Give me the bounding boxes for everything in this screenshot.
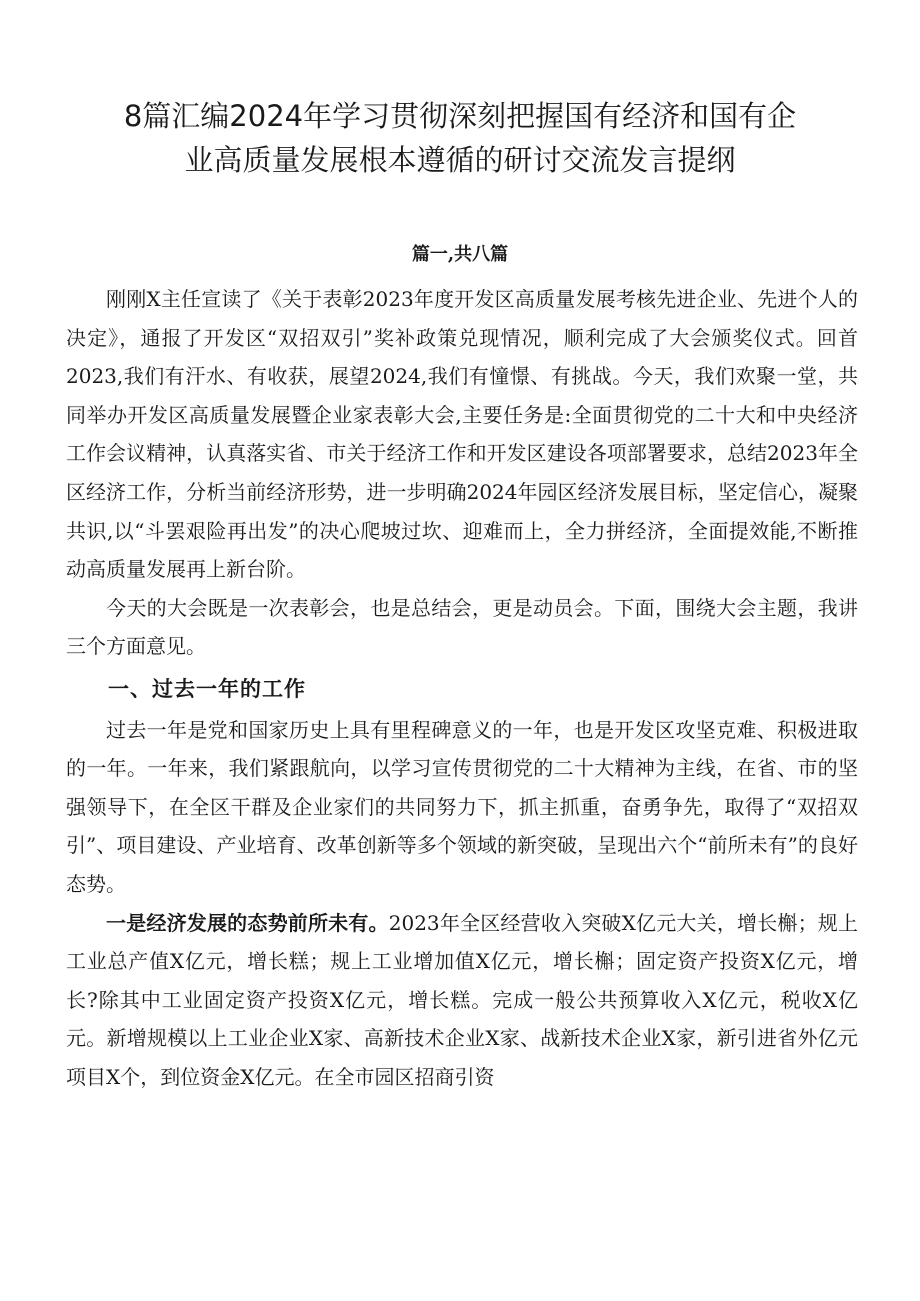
paragraph-4	[66, 904, 858, 1097]
paragraph-3: 过去一年是党和国家历史上具有里程碑意义的一年，也是开发区攻坚克难、积极进取的一年。一年来，我们紧跟航向，以学习宣传贯彻党的二十大精神为主线，在省、市的坚强领导下，在全区干群及企业家们的共同努力下，抓主抓重，奋勇争先，取得了“双招双引”、项目建设、产业培育、改革创新等多个领域的新突破，呈现出六个“前所未有”的良好态势。	[66, 717, 858, 896]
section-label: 篇一,共八篇	[411, 244, 509, 265]
paragraph-4-lead: 一是经济发展的态势前所未有。	[106, 910, 389, 935]
paragraph-1: 刚刚X主任宣读了《关于表彰2023年度开发区高质量发展考核先进企业、先进个人的决定》，通报了开发区“双招双引”奖补政策兑现情况，顺利完成了大会颁奖仪式。回首2023,我们有汗水、有收获，展望2024,我们有憧憬、有挑战。今天，我们欢聚一堂，共同举办开发区高质量发展暨企业家表彰大会,主要任务是:全面贯彻党的二十大和中央经济工作会议精神，认真落实省、市关于经济工作和开发区建设各项部署要求，总结2023年全区经济工作，分析当前经济形势，进一步明确2024年园区经济发展目标，坚定信心，凝聚共识,以“斗罢艰险再出发”的决心爬坡过坎、迎难而上，全力拼经济，全面提效能,不断推动高质量发展再上新台阶。	[66, 287, 858, 582]
document-title-line-2: 业高质量发展根本遵循的研讨交流发言提纲	[184, 143, 736, 177]
heading-1: 一、过去一年的工作	[108, 675, 306, 701]
document-body	[66, 280, 858, 1096]
document-title-line-1: 8篇汇编2024年学习贯彻深刻把握国有经济和国有企	[123, 99, 797, 133]
paragraph-4-rest: 2023年全区经营收入突破X亿元大关，增长槲；规上工业总产值X亿元，增长糕；规上工业增加值X亿元，增长槲；固定资产投资X亿元，增长?除其中工业固定资产投资X亿元，增长糕。完成一般公共预算收入X亿元，税收X亿元。新增规模以上工业企业X家、高新技术企业X家、战新技术企业X家，新引进省外亿元项目X个，到位资金X亿元。在全市园区招商引资	[66, 910, 859, 1089]
document-title	[60, 94, 860, 182]
paragraph-2: 今天的大会既是一次表彰会，也是总结会，更是动员会。下面，围绕大会主题，我讲三个方面意见。	[66, 595, 858, 659]
